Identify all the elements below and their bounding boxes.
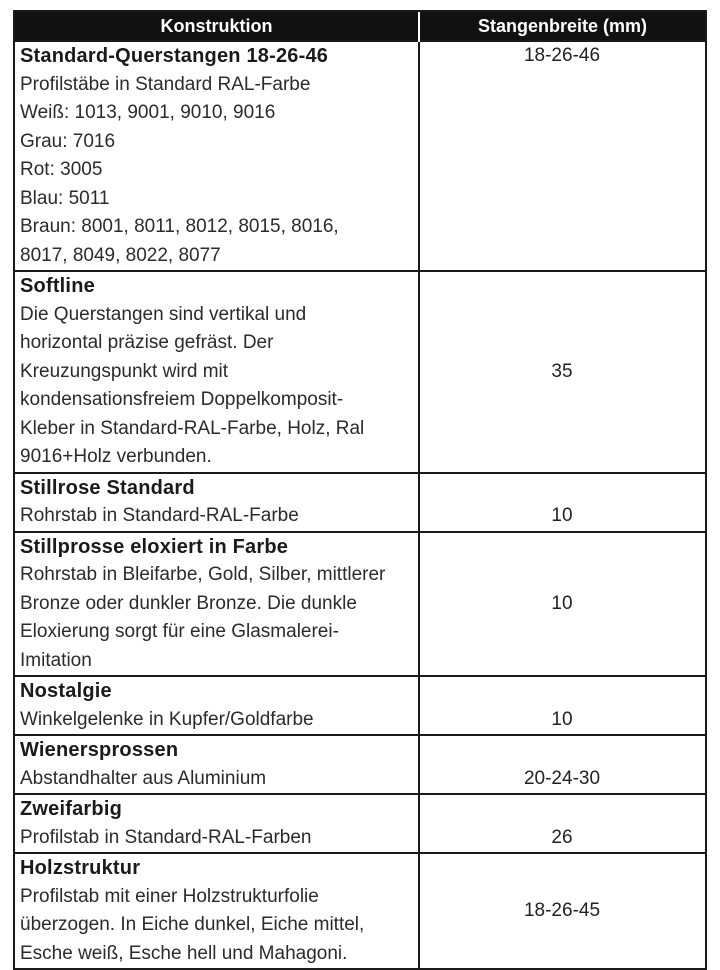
table-row <box>15 794 705 853</box>
table-row <box>15 735 705 794</box>
construction-title: Stillrose Standard <box>20 476 195 499</box>
construction-title: Nostalgie <box>20 680 112 702</box>
bar-width-value: 26 <box>551 826 573 848</box>
construction-description-line: Abstandhalter aus Aluminium <box>20 767 267 789</box>
bar-width-cell <box>419 473 705 532</box>
construction-cell <box>15 473 419 532</box>
construction-cell <box>15 853 419 968</box>
table-row <box>15 271 705 473</box>
construction-description-line: horizontal präzise gefräst. Der <box>20 332 274 353</box>
construction-description-line: Braun: 8001, 8011, 8012, 8015, 8016, <box>20 216 339 237</box>
construction-description-line: Grau: 7016 <box>20 130 116 152</box>
construction-description-line: Blau: 5011 <box>20 187 110 209</box>
construction-description-line: Imitation <box>20 649 92 671</box>
bar-width-cell <box>419 41 705 271</box>
construction-cell <box>15 41 419 271</box>
construction-description-line: überzogen. In Eiche dunkel, Eiche mittel, <box>20 914 365 935</box>
bar-width-value: 18-26-46 <box>523 45 601 66</box>
column-header-konstruktion: Konstruktion <box>15 12 419 41</box>
bar-width-cell <box>419 735 705 794</box>
construction-cell <box>15 532 419 677</box>
table-row <box>15 41 705 271</box>
construction-cell <box>15 735 419 794</box>
construction-title: Stillprosse eloxiert in Farbe <box>20 535 289 558</box>
construction-description-line: kondensationsfreiem Doppelkomposit- <box>20 389 344 410</box>
bar-width-cell <box>419 532 705 677</box>
column-header-stangenbreite: Stangenbreite (mm) <box>419 12 705 41</box>
construction-cell <box>15 271 419 473</box>
table-header-row <box>15 12 705 41</box>
construction-description-line: Bronze oder dunkler Bronze. Die dunkle <box>20 592 357 614</box>
construction-description-line: 9016+Holz verbunden. <box>20 446 212 467</box>
construction-title: Zweifarbig <box>20 798 123 820</box>
construction-description-line: Profilstab mit einer Holzstrukturfolie <box>20 885 319 907</box>
construction-title: Softline <box>20 275 95 297</box>
construction-description-line: Winkelgelenke in Kupfer/Goldfarbe <box>20 708 314 730</box>
construction-description-line: Profilstab in Standard-RAL-Farben <box>20 826 312 848</box>
construction-description-line: Rohrstab in Bleifarbe, Gold, Silber, mittlerer <box>20 564 386 585</box>
bar-width-cell <box>419 853 705 968</box>
construction-description-line: Esche weiß, Esche hell und Mahagoni. <box>20 942 348 964</box>
bar-width-value: 20-24-30 <box>523 767 601 789</box>
construction-cell <box>15 794 419 853</box>
construction-description-line: Weiß: 1013, 9001, 9010, 9016 <box>20 102 276 123</box>
specification-table-container <box>13 10 707 970</box>
table-body <box>15 41 705 968</box>
construction-title: Wienersprossen <box>20 739 179 761</box>
bar-width-value: 35 <box>551 360 573 382</box>
construction-description-line: Rot: 3005 <box>20 159 103 180</box>
bar-width-cell <box>419 271 705 473</box>
table-row <box>15 853 705 968</box>
construction-description-line: Profilstäbe in Standard RAL-Farbe <box>20 73 311 95</box>
table-row <box>15 473 705 532</box>
construction-title: Standard-Querstangen 18-26-46 <box>20 45 329 67</box>
construction-description-line: Kleber in Standard-RAL-Farbe, Holz, Ral <box>20 417 365 439</box>
construction-description-line: Kreuzungspunkt wird mit <box>20 360 229 382</box>
construction-cell <box>15 676 419 735</box>
bar-width-value: 10 <box>551 505 573 526</box>
table-row <box>15 532 705 677</box>
construction-description-line: 8017, 8049, 8022, 8077 <box>20 244 221 266</box>
table-row <box>15 676 705 735</box>
bar-width-value: 18-26-45 <box>523 899 601 921</box>
table-header <box>15 12 705 41</box>
construction-description-line: Rohrstab in Standard-RAL-Farbe <box>20 505 299 526</box>
bar-width-value: 10 <box>551 592 573 614</box>
bar-width-value: 10 <box>551 708 573 730</box>
specification-table <box>15 12 705 968</box>
bar-width-cell <box>419 794 705 853</box>
construction-description-line: Eloxierung sorgt für eine Glasmalerei- <box>20 621 339 642</box>
bar-width-cell <box>419 676 705 735</box>
construction-description-line: Die Querstangen sind vertikal und <box>20 303 307 325</box>
construction-title: Holzstruktur <box>20 857 141 879</box>
